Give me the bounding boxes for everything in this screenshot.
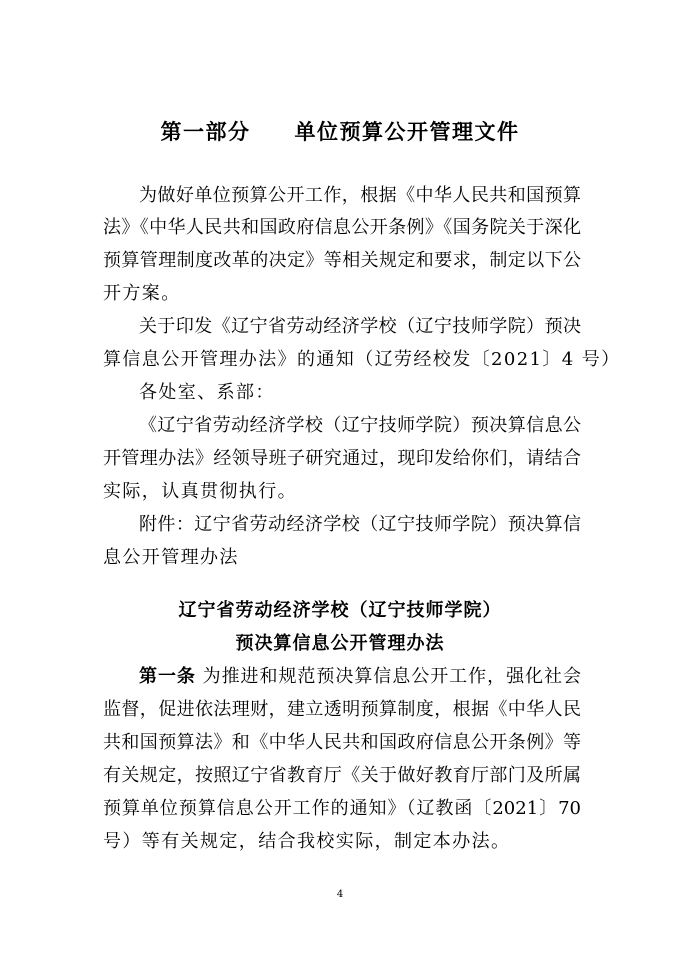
salutation: 各处室、系部： <box>139 382 275 403</box>
page-number: 4 <box>336 889 344 900</box>
notice-body-line: 《辽宁省劳动经济学校（辽宁技师学院）预决算信息公 <box>139 415 581 436</box>
section-title: 单位预算公开管理文件 <box>294 120 520 144</box>
attachment-line: 息公开管理办法 <box>103 547 239 568</box>
regulation-name: 预决算信息公开管理办法 <box>235 633 445 654</box>
section-heading <box>0 112 680 152</box>
notice-line: 关于印发《辽宁省劳动经济学校（辽宁技师学院）预决 <box>139 316 581 337</box>
article-1-line: 号）等有关规定，结合我校实际，制定本办法。 <box>103 831 511 852</box>
notice-body-line: 开管理办法》经领导班子研究通过，现印发给你们，请结合 <box>103 448 581 469</box>
attachment-line: 附件：辽宁省劳动经济学校（辽宁技师学院）预决算信 <box>139 514 581 535</box>
intro-line: 法》《中华人民共和国政府信息公开条例》《国务院关于深化 <box>103 217 581 238</box>
intro-line: 开方案。 <box>103 283 181 304</box>
regulation-org: 辽宁省劳动经济学校（辽宁技师学院） <box>178 600 502 621</box>
intro-line: 预算管理制度改革的决定》等相关规定和要求，制定以下公 <box>103 250 581 271</box>
article-1-line: 有关规定，按照辽宁省教育厅《关于做好教育厅部门及所属 <box>103 765 581 786</box>
notice-line: 算信息公开管理办法》的通知（辽劳经校发〔2021〕4 号） <box>103 349 621 370</box>
article-1-line: 预算单位预算信息公开工作的通知》（辽教函〔2021〕70 <box>103 798 581 819</box>
article-1-text: 为推进和规范预决算信息公开工作，强化社会 <box>195 666 581 687</box>
section-part: 第一部分 <box>160 120 251 144</box>
intro-line: 为做好单位预算公开工作，根据《中华人民共和国预算 <box>139 185 581 206</box>
article-1-line: 监督，促进依法理财，建立透明预算制度，根据《中华人民 <box>103 699 581 720</box>
article-1-label: 第一条 <box>139 666 196 687</box>
notice-body-line: 实际，认真贯彻执行。 <box>103 481 297 502</box>
article-1-first-line <box>139 661 581 693</box>
article-1-line: 共和国预算法》和《中华人民共和国政府信息公开条例》等 <box>103 732 581 753</box>
